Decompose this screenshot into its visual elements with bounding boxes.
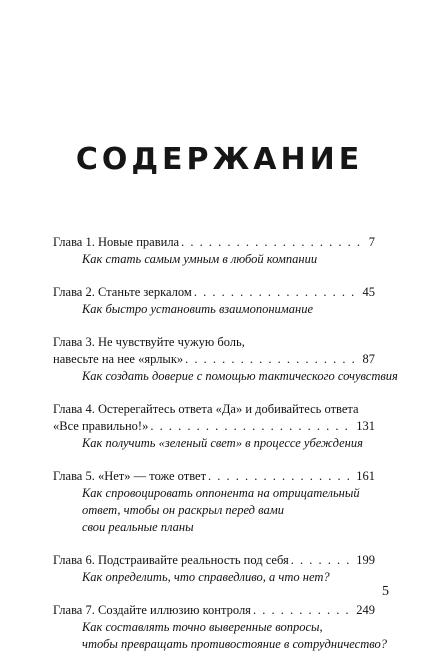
chapter-subtitle: [53, 368, 398, 385]
chapter-subtitle-line: чтобы превращать противостояние в сотрудничество?: [82, 637, 388, 651]
chapter-title: Глава 6. Подстраивайте реальность под себя: [53, 553, 289, 567]
chapter-title: Глава 7. Создайте иллюзию контроля: [53, 603, 251, 617]
dot-leader: [208, 468, 354, 485]
toc-entry-title-line: [53, 468, 375, 485]
chapter-subtitle-line: Как спровоцировать оппонента на отрицательный: [82, 486, 360, 500]
page-number: 199: [356, 553, 375, 567]
page-number: 249: [356, 603, 375, 617]
toc-entry-chapter-2[interactable]: [53, 284, 375, 318]
page-title: СОДЕРЖАНИЕ: [75, 142, 364, 177]
toc-entry-chapter-3[interactable]: [53, 334, 398, 385]
chapter-subtitle-line: Как создать доверие с помощью тактического сочувствия: [82, 369, 398, 383]
toc-entry-chapter-7[interactable]: [53, 602, 388, 653]
chapter-subtitle: [53, 485, 375, 536]
folio-page-number: 5: [382, 584, 389, 599]
chapter-title-continued: навесьте на нее «ярлык»: [53, 352, 184, 366]
toc-entry-chapter-5[interactable]: [53, 468, 375, 536]
toc-entry-chapter-4[interactable]: [53, 401, 375, 452]
page-number: 87: [362, 352, 375, 366]
chapter-subtitle: [53, 619, 388, 653]
toc-entry-title-line: [53, 351, 375, 368]
chapter-subtitle-line: Как стать самым умным в любой компании: [82, 252, 318, 266]
chapter-title: Глава 5. «Нет» — тоже ответ: [53, 469, 207, 483]
chapter-subtitle: [53, 301, 375, 318]
toc-entry-title-line: [53, 234, 375, 251]
dot-leader: [150, 418, 354, 435]
dot-leader: [185, 351, 360, 368]
toc-entry-title-line: [53, 602, 375, 619]
toc-entry-title-line: [53, 284, 375, 301]
toc-entry-chapter-1[interactable]: [53, 234, 375, 268]
page-number: 45: [362, 285, 375, 299]
chapter-subtitle-line: Как быстро установить взаимопонимание: [82, 302, 314, 316]
toc-entry-chapter-6[interactable]: [53, 552, 375, 586]
page-number: 7: [368, 235, 375, 249]
dot-leader: [181, 234, 367, 251]
toc-entry-title-line: [53, 418, 375, 435]
chapter-subtitle: [53, 569, 375, 586]
dot-leader: [291, 552, 354, 569]
chapter-title: Глава 4. Остерегайтесь ответа «Да» и добивайтесь ответа: [53, 402, 359, 416]
chapter-subtitle-line: свои реальные планы: [82, 520, 194, 534]
chapter-title: Глава 2. Станьте зеркалом: [53, 285, 192, 299]
dot-leader: [253, 602, 354, 619]
chapter-subtitle: [53, 251, 375, 268]
toc-entry-title-line: [53, 552, 375, 569]
page-number: 131: [356, 419, 375, 433]
table-of-contents: [53, 234, 398, 669]
chapter-title-continued: «Все правильно!»: [53, 419, 149, 433]
dot-leader: [194, 284, 361, 301]
chapter-subtitle-line: Как определить, что справедливо, а что нет?: [82, 570, 330, 584]
chapter-subtitle-line: Как получить «зеленый свет» в процессе убеждения: [82, 436, 363, 450]
page-number: 161: [356, 469, 375, 483]
chapter-subtitle: [53, 435, 375, 452]
chapter-title: Глава 1. Новые правила: [53, 235, 180, 249]
chapter-subtitle-line: ответ, чтобы он раскрыл перед вами: [82, 503, 284, 517]
chapter-subtitle-line: Как составлять точно выверенные вопросы,: [82, 620, 323, 634]
chapter-title: Глава 3. Не чувствуйте чужую боль,: [53, 335, 245, 349]
